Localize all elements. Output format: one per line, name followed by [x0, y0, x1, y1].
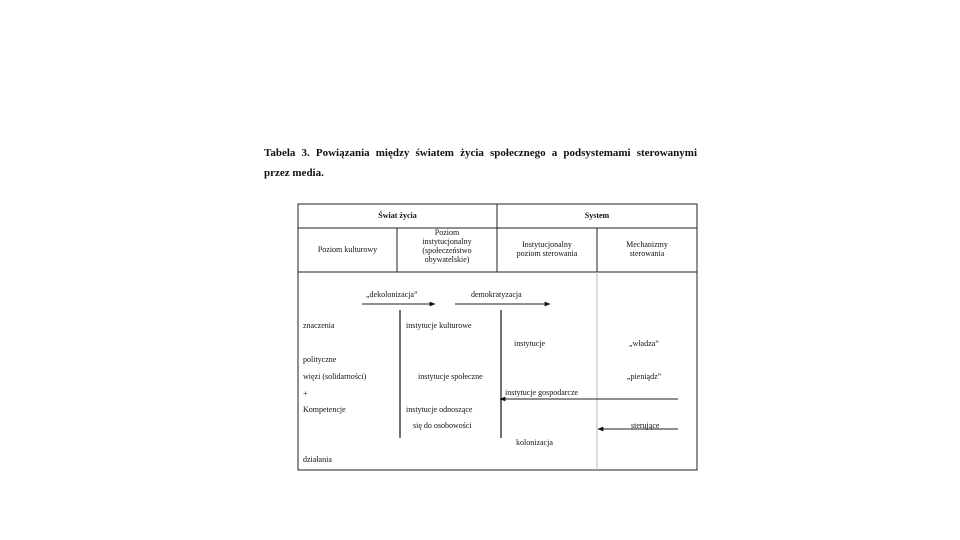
- col-poziom-instytucjonalny: [397, 228, 497, 264]
- label-instytucje-kulturowe: instytucje kulturowe: [406, 321, 472, 330]
- label-wladza: „władza”: [629, 339, 659, 348]
- col4-line-1: Mechanizmy: [626, 240, 668, 249]
- col2-line-2: instytucjonalny: [422, 237, 472, 246]
- caption-line-2: przez media.: [264, 167, 324, 179]
- header-swiat-zycia: Świat życia: [378, 211, 417, 220]
- label-polityczne: polityczne: [303, 355, 337, 364]
- col3-line-1: Instytucjonalny: [522, 240, 572, 249]
- label-instytucje-odnoszace: instytucje odnoszące: [406, 405, 473, 414]
- label-demokratyzacja: demokratyzacja: [471, 290, 522, 299]
- label-plus: +: [303, 389, 308, 398]
- caption-line-1: Tabela 3. Powiązania między światem życia społecznego a podsystemami sterowanymi: [264, 147, 697, 159]
- label-instytucje-gospodarcze: instytucje gospodarcze: [505, 388, 579, 397]
- label-wiezi: więzi (solidarności): [303, 372, 367, 381]
- label-pieniadz: „pieniądz”: [627, 372, 662, 381]
- col2-line-1: Poziom: [434, 228, 460, 237]
- label-znaczenia: znaczenia: [303, 321, 335, 330]
- col2-line-4: obywatelskie): [424, 255, 470, 264]
- label-dekolonizacja: „dekolonizacja”: [366, 290, 418, 299]
- col4-line-2: sterowania: [629, 249, 665, 258]
- col-instytucjonalny-poziom-sterowania: [497, 240, 597, 258]
- label-instytucje: instytucje: [514, 339, 546, 348]
- col2-line-3: (społeczeństwo: [422, 246, 472, 255]
- col-mechanizmy-sterowania: [597, 240, 697, 258]
- col-poziom-kulturowy: Poziom kulturowy: [317, 245, 378, 254]
- col3-line-2: poziom sterowania: [516, 249, 578, 258]
- label-instytucje-spoleczne: instytucje społeczne: [418, 372, 483, 381]
- label-kolonizacja: kolonizacja: [516, 438, 553, 447]
- label-sie-do-osobowosci: się do osobowości: [413, 421, 472, 430]
- label-sterujace: sterujące: [631, 421, 660, 430]
- label-kompetencje: Kompetencje: [303, 405, 346, 414]
- label-dzialania: działania: [303, 455, 332, 464]
- header-system: System: [584, 211, 610, 220]
